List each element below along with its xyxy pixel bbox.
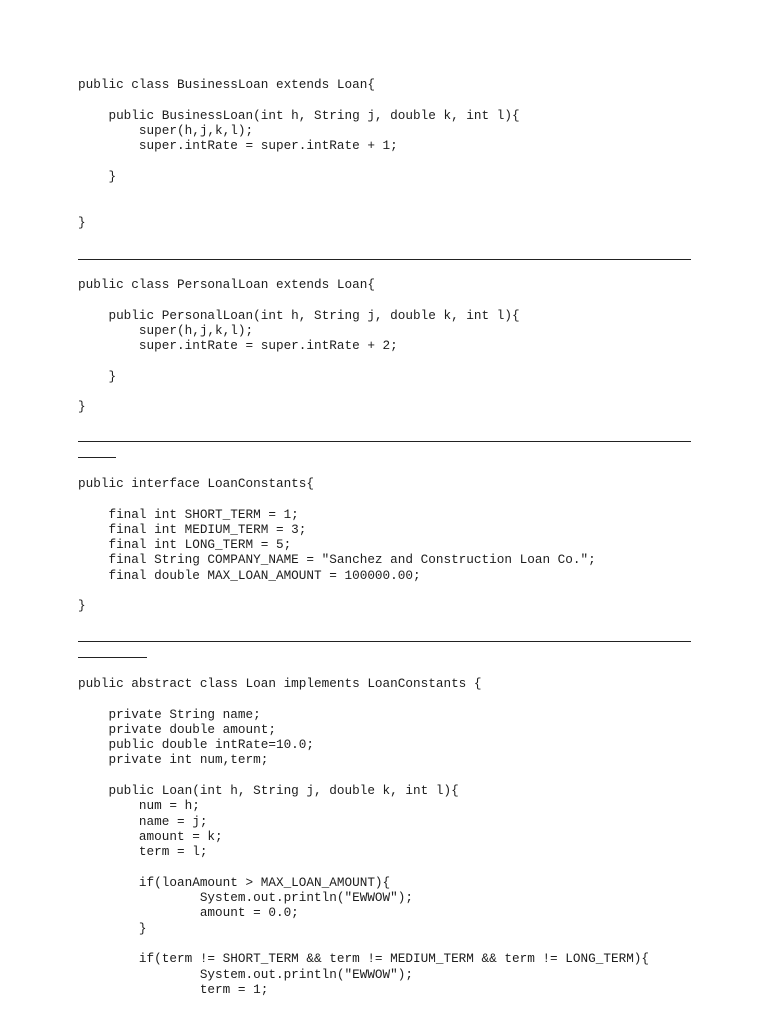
code-line [78,199,520,214]
code-line: private String name; [78,706,261,722]
code-line: } [78,399,86,415]
code-line: super(h,j,k,l); [78,322,254,338]
personal-loan-code [78,277,520,415]
code-line: final double MAX_LOAN_AMOUNT = 100000.00; [78,567,421,583]
code-line: public Loan(int h, String j, double k, int l){ [78,783,459,799]
code-line [78,768,649,783]
code-line: term = l; [78,844,208,860]
code-line: private int num,term; [78,752,269,768]
code-line: public double intRate=10.0; [78,737,315,753]
code-line: private double amount; [78,721,276,737]
code-line: System.out.println("EWWOW"); [78,890,414,906]
code-line: public interface LoanConstants{ [78,476,315,491]
code-line: } [78,920,147,936]
code-line: if(loanAmount > MAX_LOAN_AMOUNT){ [78,874,391,890]
code-line [78,384,520,399]
section-separator [78,641,691,642]
loan-constants-code [78,476,596,614]
code-line: super.intRate = super.intRate + 2; [78,338,398,354]
code-line [78,491,596,506]
code-line: super(h,j,k,l); [78,122,254,138]
code-line: System.out.println("EWWOW"); [78,966,414,982]
code-line: amount = k; [78,828,223,844]
code-line: public abstract class Loan implements LoanConstants { [78,676,482,691]
loan-class-code [78,676,649,997]
code-line [78,184,520,199]
code-line: final int LONG_TERM = 5; [78,537,292,553]
code-line [78,353,520,368]
code-line [78,292,520,307]
code-line: term = 1; [78,981,269,997]
code-line [78,153,520,168]
code-line: num = h; [78,798,200,814]
section-separator [78,259,691,260]
code-line: } [78,368,117,384]
business-loan-code [78,77,520,230]
code-line [78,583,596,598]
code-line: final int MEDIUM_TERM = 3; [78,521,307,537]
code-line: amount = 0.0; [78,905,299,921]
section-separator-tail [78,657,147,658]
code-line: super.intRate = super.intRate + 1; [78,138,398,154]
section-separator [78,441,691,442]
code-line [78,92,520,107]
code-line: public class BusinessLoan extends Loan{ [78,77,375,92]
code-line: if(term != SHORT_TERM && term != MEDIUM_TERM && term != LONG_TERM){ [78,951,650,967]
code-line: } [78,168,117,184]
code-line: final int SHORT_TERM = 1; [78,506,299,522]
code-line [78,860,649,875]
section-separator-tail [78,457,116,458]
code-line: final String COMPANY_NAME = "Sanchez and Construction Loan Co."; [78,552,596,568]
code-line: public class PersonalLoan extends Loan{ [78,277,375,292]
code-line [78,691,649,706]
code-line: name = j; [78,813,208,829]
code-line [78,936,649,951]
code-line: public BusinessLoan(int h, String j, double k, int l){ [78,107,520,123]
code-line: } [78,598,86,614]
code-line: } [78,214,86,230]
code-line: public PersonalLoan(int h, String j, double k, int l){ [78,307,520,323]
